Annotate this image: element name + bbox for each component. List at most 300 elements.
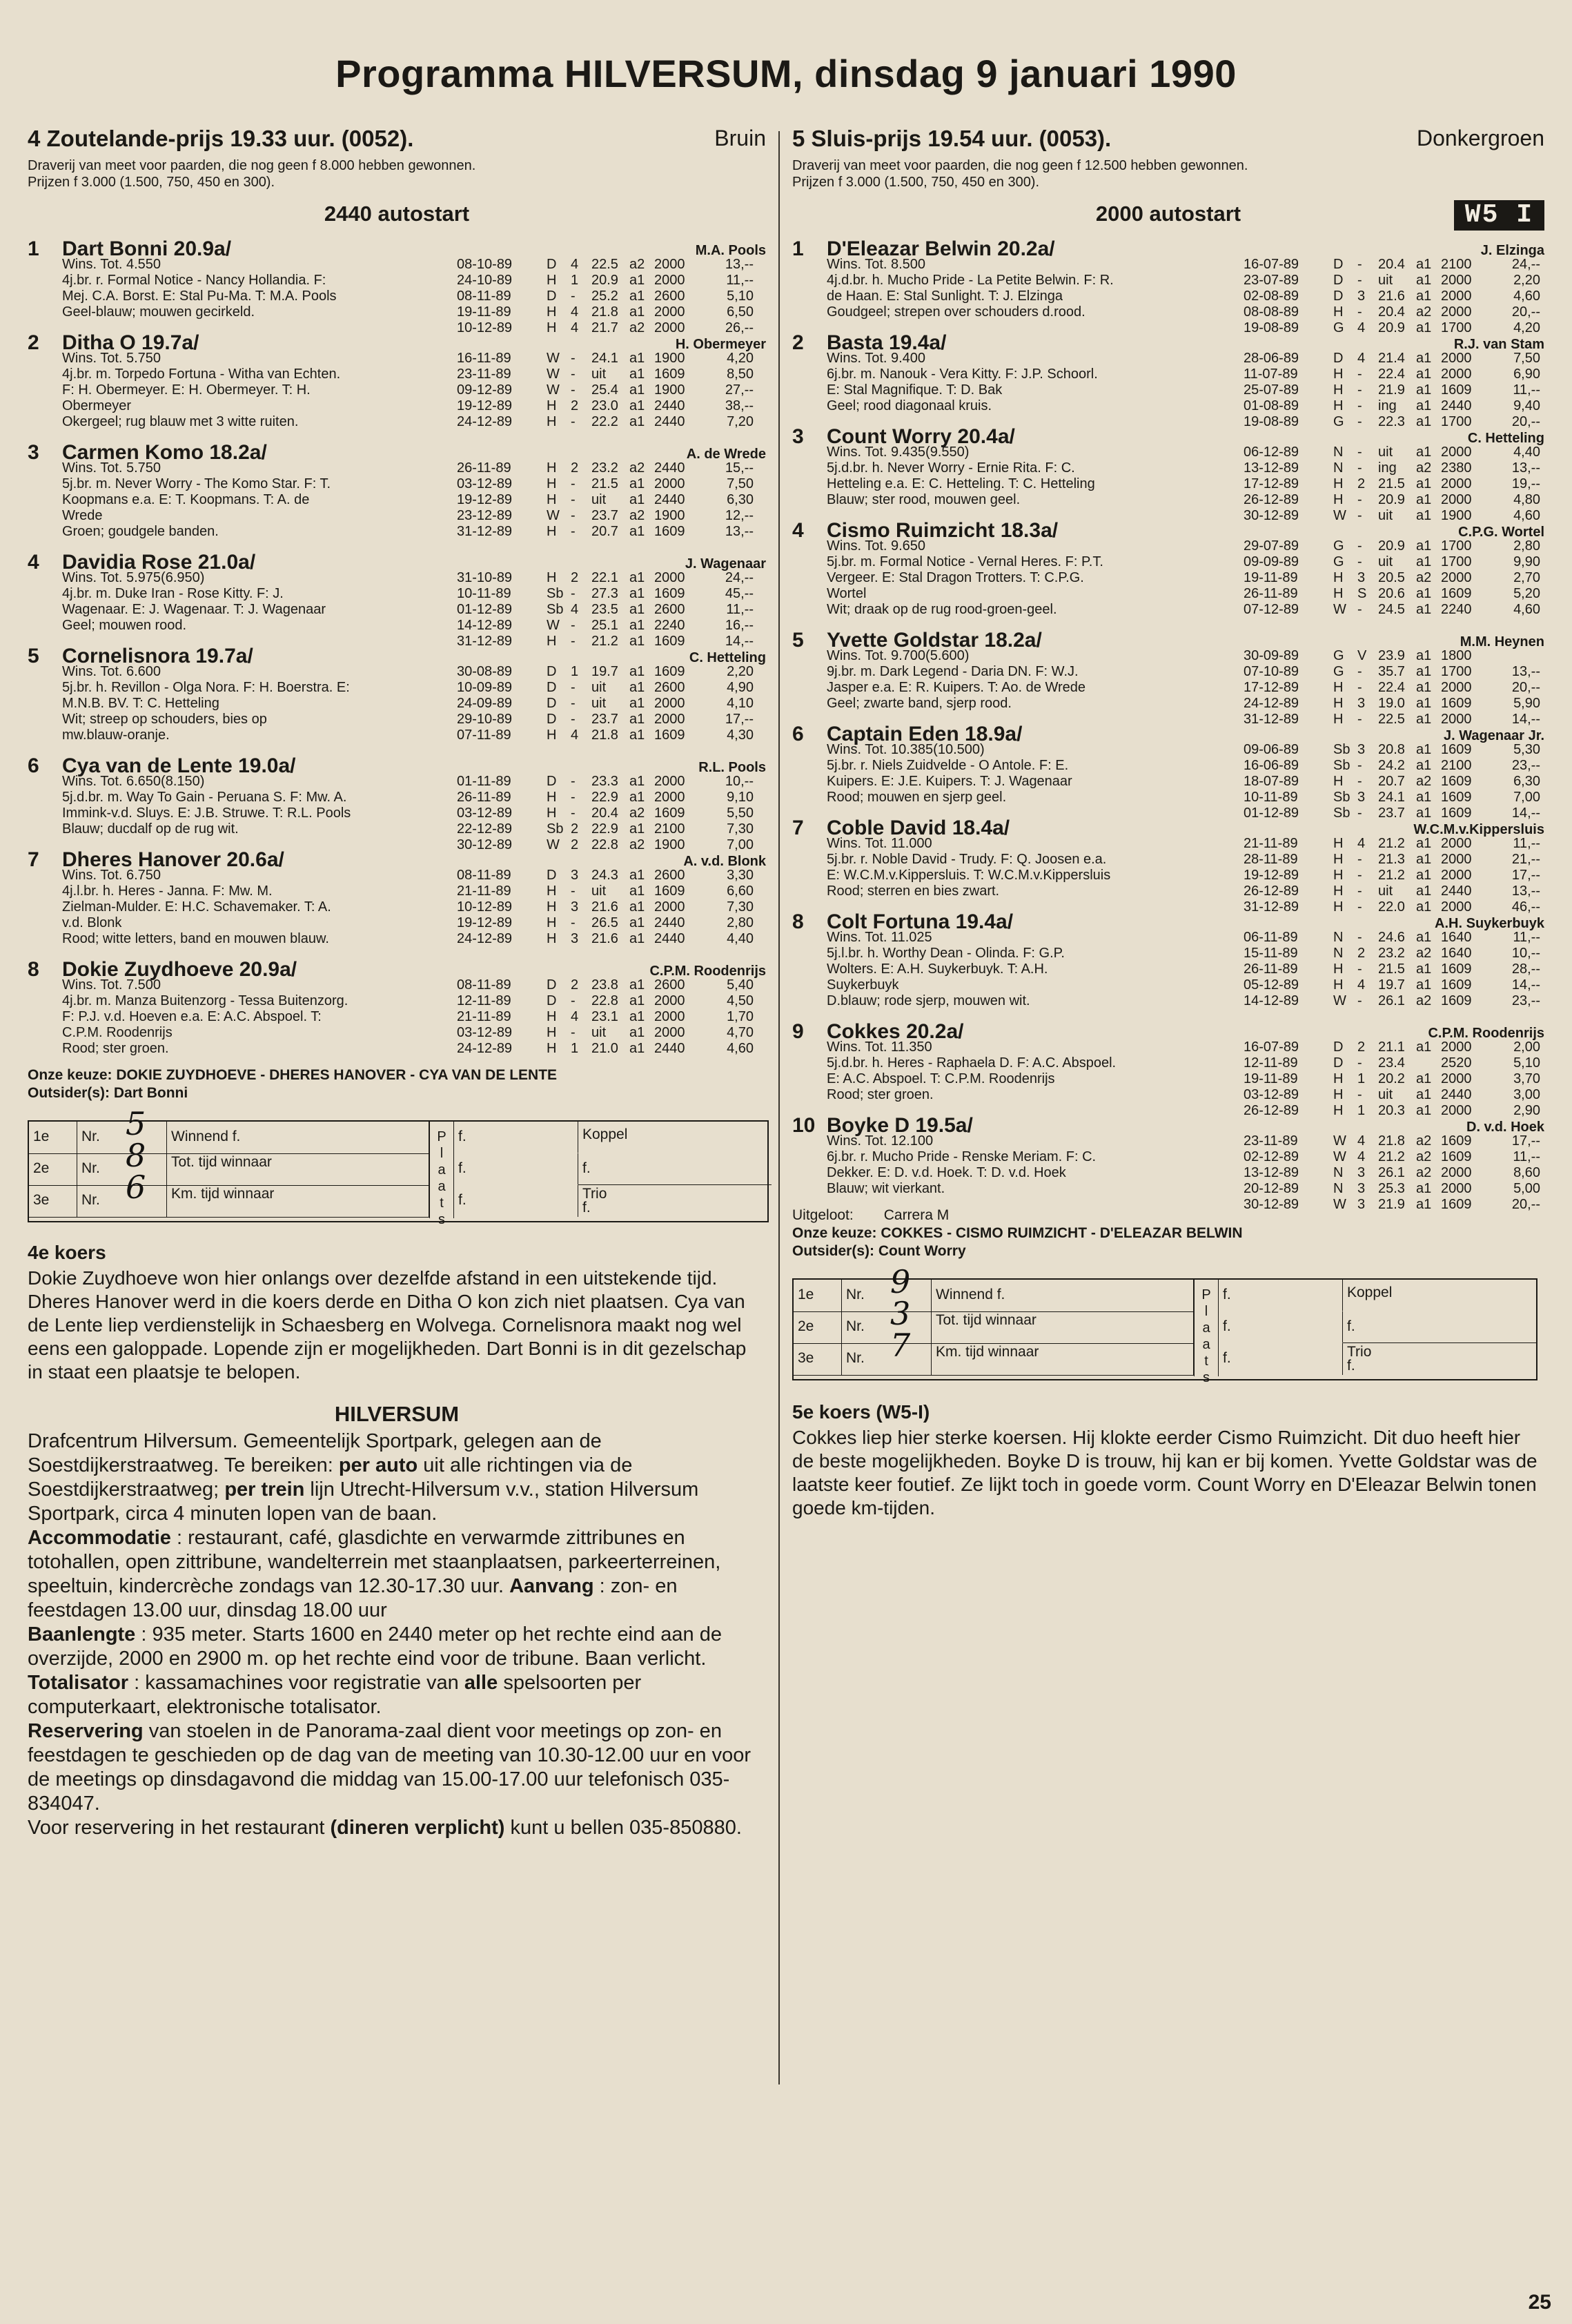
result-nr-cell [77,1137,167,1185]
result-date: 25-07-89 [1244,382,1299,398]
horse-info-line: Wins. Tot. 9.400 [827,351,926,366]
result-distance: 2100 [1441,257,1472,272]
result-distance: 2000 [654,1025,685,1040]
result-odds: 2,20 [727,664,754,679]
result-place: - [571,774,576,789]
result-date: 06-11-89 [1244,930,1298,945]
result-odds: 7,00 [727,837,754,852]
result-track: N [1333,946,1344,961]
withdrawn-value: Carrera M [883,1207,950,1223]
info-label: per auto [338,1454,418,1476]
result-start: a1 [1416,758,1432,773]
result-desc: Winnend f. [932,1280,1194,1311]
result-distance: 1609 [654,664,685,679]
race-conditions: Draverij van meet voor paarden, die nog geen f 8.000 hebben gewonnen. [28,158,476,173]
result-distance: 1900 [654,837,685,852]
result-start: a1 [629,570,645,585]
result-time: 24.1 [591,351,618,366]
result-place: - [1357,602,1362,617]
result-start: a1 [1416,836,1432,851]
info-text: kunt u bellen 035-850880. [510,1817,742,1839]
result-track: H [547,320,557,335]
result-start: a1 [1416,930,1432,945]
result-track: G [1333,554,1344,569]
result-start: a1 [629,1009,645,1024]
result-date: 10-11-89 [457,586,511,601]
result-distance: 2000 [1441,351,1472,366]
result-date: 16-07-89 [1244,1039,1299,1055]
result-row [457,868,754,883]
result-track: H [547,790,557,805]
result-position: 3e [794,1343,842,1375]
result-odds: 6,30 [727,492,754,507]
result-row [1244,1133,1540,1149]
horse-header [28,753,766,777]
result-date: 30-12-89 [457,837,513,852]
result-odds: 16,-- [725,618,754,633]
result-start: a1 [1416,492,1432,507]
result-place: - [1357,1055,1362,1071]
result-time: 22.4 [1378,680,1405,695]
result-nr-handwritten[interactable]: 6 [126,1169,146,1206]
horse-info-line: Wit; draak op de rug rood-groen-geel. [827,602,1057,617]
result-place: - [1357,1087,1362,1102]
koppel-amount[interactable]: f. [578,1153,772,1185]
result-odds: 11,-- [726,602,754,617]
result-date: 15-11-89 [1244,946,1298,961]
result-date: 06-12-89 [1244,445,1299,460]
result-start: a1 [1416,414,1432,429]
trio-label: Trio [582,1186,607,1202]
horse-number: 4 [28,551,39,574]
result-odds: 4,90 [727,680,754,695]
result-odds: 27,-- [725,382,754,398]
result-place: 4 [571,320,579,335]
result-nr-handwritten[interactable]: 7 [890,1327,911,1364]
result-place: 3 [1357,696,1366,711]
result-desc: Tot. tijd winnaar [167,1153,429,1185]
horse-info [62,664,435,743]
horse-body [827,445,1544,523]
result-time: 20.4 [1378,304,1405,320]
result-time: 22.5 [591,257,618,272]
result-start: a1 [1416,696,1432,711]
result-date: 26-12-89 [1244,883,1299,899]
result-odds: 4,70 [727,1025,754,1040]
result-nr-handwritten[interactable]: 8 [126,1137,146,1174]
result-track: H [1333,899,1344,915]
article-heading: 5e koers (W5-I) [792,1401,930,1423]
result-distance: 2600 [654,977,685,993]
result-distance: 1609 [654,586,685,601]
result-row [457,1009,754,1025]
result-start: a2 [1416,570,1432,585]
horse-header [28,549,766,574]
result-distance: 1900 [654,351,685,366]
result-distance: 2000 [1441,1103,1472,1118]
horse-info-line: Okergeel; rug blauw met 3 witte ruiten. [62,414,299,429]
result-track: H [547,805,557,821]
result-distance: 2000 [1441,570,1472,585]
result-odds: 5,20 [1513,586,1540,601]
result-odds: 3,00 [1513,1087,1540,1102]
horse-header [792,815,1544,839]
result-time: 23.3 [591,774,618,789]
result-track: W [1333,1133,1346,1149]
result-date: 14-12-89 [1244,993,1299,1008]
result-track: H [547,414,557,429]
result-date: 19-12-89 [457,492,513,507]
result-date: 23-07-89 [1244,273,1299,288]
result-start: a1 [1416,899,1432,915]
result-place: - [1357,899,1362,915]
result-form-row [29,1105,429,1154]
result-odds: 4,60 [1513,508,1540,523]
result-place: - [1357,758,1362,773]
info-label: Aanvang [509,1575,594,1597]
result-track: Sb [1333,805,1350,821]
result-track: H [1333,836,1344,851]
result-row [1244,367,1540,382]
result-distance: 2000 [1441,492,1472,507]
result-date: 19-11-89 [1244,1071,1298,1086]
result-odds: 7,20 [727,414,754,429]
result-date: 29-10-89 [457,712,513,727]
result-date: 24-12-89 [1244,696,1299,711]
result-row [1244,883,1540,899]
result-time: 23.7 [1378,805,1405,821]
result-row [457,304,754,320]
horse-info-line: Blauw; wit vierkant. [827,1181,945,1196]
result-time: 22.8 [591,993,618,1008]
plaats-amount[interactable]: f. [1219,1343,1343,1375]
outsider-line [792,1242,1544,1260]
result-date: 28-06-89 [1244,351,1299,366]
horse-info-line: 5j.br. m. Formal Notice - Vernal Heres. F: P.T. [827,554,1103,569]
result-distance: 1609 [1441,1197,1472,1212]
result-track: W [1333,993,1346,1008]
result-distance: 1609 [1441,961,1472,977]
result-start: a1 [629,712,645,727]
horse-info-line: Wolters. E: A.H. Suykerbuyk. T: A.H. [827,961,1048,977]
result-place: - [571,805,576,821]
horse-name: Colt Fortuna 19.4a/ [827,910,1014,933]
result-place: - [1357,993,1362,1008]
result-distance: 2380 [1441,460,1472,476]
result-nr-handwritten[interactable]: 3 [890,1295,911,1332]
info-label: (dineren verplicht) [330,1817,505,1839]
result-place: - [571,680,576,695]
plaats-label: P l a a t s [429,1122,454,1218]
horse-header [792,1019,1544,1043]
plaats-amount[interactable]: f. [1219,1280,1343,1311]
result-place: S [1357,586,1367,601]
result-distance: 1609 [1441,1133,1472,1149]
result-place: 4 [1357,320,1366,335]
result-place: 4 [1357,836,1366,851]
result-odds: 6,50 [727,304,754,320]
result-start: a1 [629,680,645,695]
result-track: W [1333,508,1346,523]
result-form-row [794,1327,1194,1376]
horse-entry [28,957,766,1057]
result-start: a2 [1416,946,1432,961]
result-row [457,351,754,367]
plaats-amount[interactable]: f. [454,1153,578,1185]
page-number: 25 [1528,2291,1551,2314]
start-label: 2000 autostart [1095,202,1241,226]
horse-info [62,460,435,540]
result-start: a1 [629,586,645,601]
result-time: 27.3 [591,586,618,601]
result-track: Sb [547,602,564,617]
result-place: - [571,586,576,601]
horse-number: 5 [28,645,39,667]
result-odds: 5,10 [1513,1055,1540,1071]
result-place: - [571,634,576,649]
result-row [1244,289,1540,304]
result-row [1244,664,1540,680]
result-desc: Tot. tijd winnaar [932,1311,1194,1343]
result-track: H [1333,696,1344,711]
result-odds: 4,20 [727,351,754,366]
result-place: 2 [1357,1039,1366,1055]
horse-info-line: 5j.br. r. Noble David - Trudy. F: Q. Joosen e.a. [827,852,1107,867]
result-track: G [1333,664,1344,679]
result-row [457,618,754,634]
horse-info-line: Immink-v.d. Sluys. E: J.B. Struwe. T: R.L. Pools [62,805,351,821]
result-start: a1 [629,774,645,789]
result-place: 4 [571,602,579,617]
horse-trainer: H. Obermeyer [675,337,766,352]
race-prizes: Prijzen f 3.000 (1.500, 750, 450 en 300). [28,175,275,190]
result-time: 21.2 [1378,1149,1405,1164]
result-track: N [1333,460,1344,476]
result-date: 21-11-89 [457,1009,511,1024]
result-odds: 21,-- [1511,852,1540,867]
race-prizes: Prijzen f 3.000 (1.500, 750, 450 en 300). [792,175,1040,190]
info-text: : restaurant, café, glasdichte en verwarmde zittribunes en totohallen, open zittribune, wandelterrein met staanplaatsen, parkeerterreinen, speeltuin, kindercrèche zondags van 12.30-17.30 uur. [28,1527,721,1597]
result-start: a1 [1416,554,1432,569]
result-time: uit [591,367,607,382]
result-track: N [1333,445,1344,460]
horse-body [62,977,766,1057]
result-time: uit [1378,273,1393,288]
result-start: a1 [629,883,645,899]
result-nr-cell [842,1327,932,1375]
result-time: 25.4 [591,382,618,398]
result-distance: 2000 [1441,1181,1472,1196]
result-place: 3 [571,931,579,946]
result-odds: 38,-- [725,398,754,413]
horse-results [457,774,754,853]
horse-entry [28,330,766,430]
horse-info-line: v.d. Blonk [62,915,122,930]
horse-body [827,930,1544,1009]
result-time: 23.9 [1378,648,1405,663]
trio-amount[interactable]: f. [582,1200,591,1215]
horse-trainer: C. Hetteling [689,650,766,665]
horse-info-line: Zielman-Mulder. E: H.C. Schavemaker. T: A. [62,899,331,915]
result-place: - [1357,414,1362,429]
result-distance: 1609 [1441,993,1472,1008]
trio-amount[interactable]: f. [1347,1358,1355,1374]
result-odds: 23,-- [1511,993,1540,1008]
result-date: 02-12-89 [1244,1149,1299,1164]
info-label: Reservering [28,1720,144,1742]
result-distance: 2000 [1441,712,1472,727]
result-form [792,1263,1537,1385]
result-date: 10-09-89 [457,680,513,695]
result-time: 23.2 [591,460,618,476]
result-time: 20.4 [591,805,618,821]
result-place: - [571,367,576,382]
result-time: 23.5 [591,602,618,617]
horse-info-line: Wit; streep op schouders, bies op [62,712,267,727]
plaats-amount[interactable]: f. [1219,1311,1343,1343]
result-place: 4 [1357,1133,1366,1149]
withdrawn-label: Uitgeloot: [792,1207,854,1223]
result-time: 23.0 [591,398,618,413]
result-odds: 5,50 [727,805,754,821]
horse-header [28,957,766,981]
result-odds: 1,70 [727,1009,754,1024]
result-start: a1 [1416,712,1432,727]
result-row [1244,586,1540,602]
result-place: 1 [571,273,579,288]
result-date: 01-11-89 [457,774,511,789]
result-date: 03-12-89 [457,476,513,491]
result-distance: 2000 [654,790,685,805]
result-odds: 14,-- [1511,712,1540,727]
plaats-amount[interactable]: f. [454,1185,578,1217]
result-track: W [1333,1197,1346,1212]
horse-info-line: Blauw; ducdalf op de rug wit. [62,821,239,837]
result-place: - [1357,774,1362,789]
result-date: 02-08-89 [1244,289,1299,304]
result-row [1244,1055,1540,1071]
result-distance: 2440 [654,1041,685,1056]
result-row [1244,790,1540,805]
result-distance: 1609 [654,634,685,649]
plaats-amount[interactable]: f. [454,1122,578,1153]
horse-name: Ditha O 19.7a/ [62,331,199,354]
horse-info-line: Rood; ster groen. [827,1087,934,1102]
result-time: 19.7 [591,664,618,679]
horse-header [28,440,766,464]
result-track: H [1333,304,1344,320]
result-place: - [571,1025,576,1040]
hilversum-info [28,1429,766,1840]
result-date: 09-09-89 [1244,554,1299,569]
result-odds: 12,-- [725,508,754,523]
horse-info-line: 4j.br. m. Duke Iran - Rose Kitty. F: J. [62,586,284,601]
result-start: a1 [629,696,645,711]
horse-trainer: A.H. Suykerbuyk [1435,916,1544,931]
result-place: - [1357,398,1362,413]
result-place: - [571,289,576,304]
horse-entry [28,847,766,947]
horse-info-line: Wins. Tot. 10.385(10.500) [827,742,985,757]
result-row [457,414,754,430]
result-track: D [547,257,557,272]
result-track: D [1333,351,1344,366]
result-nr-handwritten[interactable]: 9 [890,1263,911,1300]
horse-info-line: Wins. Tot. 11.000 [827,836,932,851]
horse-info-line: Wins. Tot. 9.435(9.550) [827,445,970,460]
result-distance: 1609 [1441,977,1472,993]
horse-info-line: E: W.C.M.v.Kippersluis. T: W.C.M.v.Kippersluis [827,868,1111,883]
result-row [457,602,754,618]
result-start: a1 [1416,538,1432,554]
horse-results [1244,836,1540,915]
result-start: a1 [629,524,645,539]
result-row [457,1041,754,1057]
horse-info-line: Jasper e.a. E: R. Kuipers. T: Ao. de Wrede [827,680,1086,695]
horse-info-line: Geel-blauw; mouwen gecirkeld. [62,304,255,320]
result-track: D [547,712,557,727]
result-date: 17-12-89 [1244,680,1299,695]
result-odds: 5,30 [1513,742,1540,757]
horse-header [28,236,766,260]
result-track: H [547,1041,557,1056]
result-track: W [547,837,560,852]
race-distance [792,200,1544,228]
result-nr-label: Nr. [846,1287,865,1302]
result-place: - [1357,930,1362,945]
result-track: G [1333,320,1344,335]
result-place: 4 [1357,351,1366,366]
koppel-amount[interactable]: f. [1343,1311,1536,1343]
result-nr-handwritten[interactable]: 5 [126,1105,146,1142]
horse-header [28,847,766,871]
outsider-value: Dart Bonni [113,1085,188,1101]
result-odds: 8,60 [1513,1165,1540,1180]
result-odds: 46,-- [1511,899,1540,915]
result-start: a1 [1416,1103,1432,1118]
horse-header [792,518,1544,542]
result-start: a1 [1416,508,1432,523]
result-row [457,790,754,805]
result-odds: 13,-- [1511,883,1540,899]
result-time: 21.8 [591,304,618,320]
result-row [457,1025,754,1041]
result-place: 3 [1357,1197,1366,1212]
result-time: 21.4 [1378,351,1405,366]
result-start: a1 [1416,790,1432,805]
result-track: G [1333,648,1344,663]
info-text: : zon- en feestdagen 13.00 uur, dinsdag 18.00 uur [28,1575,678,1621]
result-date: 07-12-89 [1244,602,1299,617]
horse-entry [792,1113,1544,1212]
tip-label: Onze keuze: [792,1225,877,1241]
result-track: D [547,868,557,883]
result-place: - [1357,961,1362,977]
result-track: H [547,476,557,491]
result-date: 24-09-89 [457,696,513,711]
result-form-row [794,1263,1194,1312]
result-track: H [1333,961,1344,977]
result-time: 22.9 [591,821,618,837]
result-start: a1 [629,414,645,429]
result-track: W [547,367,560,382]
result-time: 22.2 [591,414,618,429]
horse-name: D'Eleazar Belwin 20.2a/ [827,237,1055,260]
result-date: 26-12-89 [1244,1103,1299,1118]
horse-number: 1 [792,237,804,260]
result-distance: 2000 [654,899,685,915]
info-label: Baanlengte [28,1623,136,1646]
